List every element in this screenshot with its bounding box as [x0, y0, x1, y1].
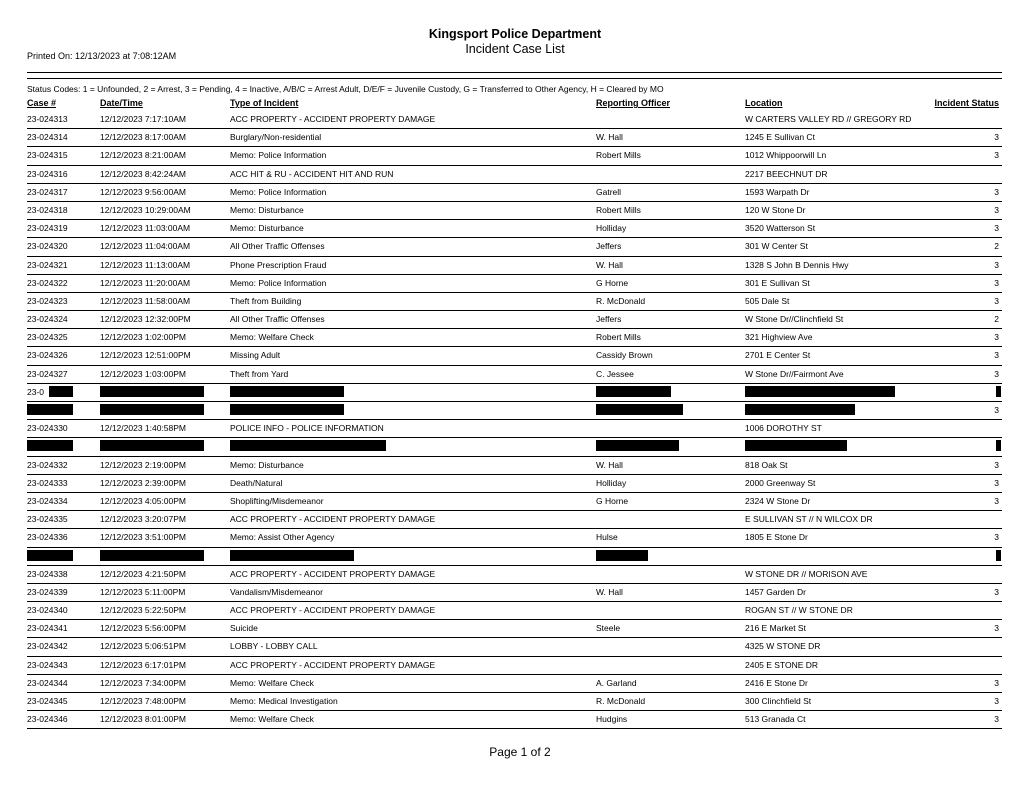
redaction-bar	[596, 404, 683, 415]
cell-type: Phone Prescription Fraud	[230, 259, 327, 270]
cell-location: 4325 W STONE DR	[745, 641, 821, 652]
cell-status: 3	[994, 623, 999, 634]
cell-case: 23-0	[27, 386, 45, 397]
table-row	[27, 220, 1002, 238]
cell-status: 3	[994, 332, 999, 343]
cell-status: 3	[994, 532, 999, 543]
cell-case: 23-024313	[27, 114, 68, 124]
column-header-date: Date/Time	[100, 98, 143, 108]
table-row	[27, 166, 1002, 184]
cell-case: 23-024315	[27, 150, 68, 161]
column-header-officer: Reporting Officer	[596, 98, 671, 108]
cell-officer: Robert Mills	[596, 150, 641, 161]
cell-type: Memo: Disturbance	[230, 223, 304, 234]
cell-type: Theft from Building	[230, 295, 302, 306]
cell-case: 23-024314	[27, 132, 68, 143]
cell-location: 505 Dale St	[745, 295, 790, 306]
table-row	[27, 657, 1002, 675]
cell-date: 12/12/2023 7:17:10AM	[100, 114, 187, 124]
cell-type: Memo: Disturbance	[230, 204, 304, 215]
cell-status: 3	[994, 186, 999, 197]
cell-case: 23-024346	[27, 714, 68, 725]
cell-officer: Gatrell	[596, 186, 622, 197]
table-row	[27, 257, 1002, 275]
cell-case: 23-024319	[27, 223, 68, 234]
cell-officer: Robert Mills	[596, 204, 641, 215]
cell-date: 12/12/2023 6:17:01PM	[100, 659, 187, 670]
table-row	[27, 493, 1002, 511]
cell-location: 1245 E Sullivan Ct	[745, 132, 815, 143]
cell-date: 12/12/2023 12:32:00PM	[100, 314, 191, 325]
cell-officer: G Horne	[596, 277, 629, 288]
cell-status: 3	[994, 677, 999, 688]
cell-date: 12/12/2023 2:19:00PM	[100, 459, 187, 470]
cell-date: 12/12/2023 7:48:00PM	[100, 696, 187, 706]
cell-location: 1328 S John B Dennis Hwy	[745, 259, 849, 270]
printed-on-timestamp: Printed On: 12/13/2023 at 7:08:12AM	[27, 51, 177, 61]
cell-date: 12/12/2023 2:39:00PM	[100, 477, 187, 488]
redaction-bar	[745, 386, 895, 397]
cell-date: 12/12/2023 3:51:00PM	[100, 532, 187, 543]
cell-case: 23-024324	[27, 314, 68, 325]
cell-status: 2	[994, 314, 999, 325]
table-row	[27, 347, 1002, 365]
cell-location: 1457 Garden Dr	[745, 586, 806, 597]
cell-date: 12/12/2023 8:42:24AM	[100, 168, 187, 179]
cell-case: 23-024336	[27, 532, 68, 543]
redaction-bar	[27, 440, 73, 451]
table-row	[27, 366, 1002, 384]
cell-officer: Hudgins	[596, 714, 628, 725]
cell-case: 23-024343	[27, 659, 68, 670]
cell-case: 23-024344	[27, 677, 68, 688]
cell-case: 23-024321	[27, 259, 68, 270]
cell-date: 12/12/2023 8:17:00AM	[100, 132, 187, 143]
cell-location: 321 Highview Ave	[745, 332, 813, 343]
cell-date: 12/12/2023 11:03:00AM	[100, 223, 191, 234]
cell-officer: R. McDonald	[596, 696, 646, 706]
redaction-bar	[100, 386, 204, 397]
cell-location: 300 Clinchfield St	[745, 696, 812, 706]
cell-case: 23-024341	[27, 623, 68, 634]
cell-location: 301 W Center St	[745, 241, 808, 252]
cell-type: Memo: Welfare Check	[230, 714, 314, 725]
cell-type: Shoplifting/Misdemeanor	[230, 495, 324, 506]
table-row	[27, 602, 1002, 620]
column-header-case: Case #	[27, 98, 57, 108]
cell-officer: W. Hall	[596, 586, 623, 597]
cell-type: ACC PROPERTY - ACCIDENT PROPERTY DAMAGE	[230, 605, 436, 616]
cell-location: 1012 Whippoorwill Ln	[745, 150, 827, 161]
cell-type: Memo: Welfare Check	[230, 332, 314, 343]
cell-case: 23-024330	[27, 423, 68, 434]
redaction-bar	[100, 404, 204, 415]
cell-type: Missing Adult	[230, 350, 281, 361]
cell-officer: Holliday	[596, 477, 627, 488]
table-row	[27, 511, 1002, 529]
cell-type: Memo: Medical Investigation	[230, 696, 338, 706]
redaction-bar	[596, 550, 648, 561]
redaction-bar	[230, 404, 344, 415]
redaction-bar	[745, 440, 847, 451]
cell-status: 3	[994, 459, 999, 470]
cell-date: 12/12/2023 7:34:00PM	[100, 677, 187, 688]
redaction-bar	[745, 404, 855, 415]
cell-case: 23-024326	[27, 350, 68, 361]
cell-officer: G Horne	[596, 495, 629, 506]
redaction-bar	[230, 386, 344, 397]
column-header-type: Type of Incident	[230, 98, 299, 108]
cell-type: Memo: Welfare Check	[230, 677, 314, 688]
table-row	[27, 184, 1002, 202]
page-number: Page 1 of 2	[489, 745, 551, 759]
header-rule-second	[27, 78, 1002, 79]
cell-location: W Stone Dr//Fairmont Ave	[745, 368, 844, 379]
table-row	[27, 147, 1002, 165]
cell-status: 3	[994, 259, 999, 270]
cell-case: 23-024317	[27, 186, 68, 197]
cell-case: 23-024322	[27, 277, 68, 288]
redaction-bar	[996, 440, 1001, 451]
table-row	[27, 529, 1002, 547]
cell-location: W STONE DR // MORISON AVE	[745, 568, 868, 579]
cell-location: 818 Oak St	[745, 459, 788, 470]
cell-location: W Stone Dr//Clinchfield St	[745, 314, 844, 325]
redaction-bar	[996, 386, 1001, 397]
cell-date: 12/12/2023 1:03:00PM	[100, 368, 187, 379]
cell-type: Memo: Disturbance	[230, 459, 304, 470]
cell-type: POLICE INFO - POLICE INFORMATION	[230, 423, 384, 434]
cell-type: Memo: Assist Other Agency	[230, 532, 335, 543]
department-title: Kingsport Police Department	[428, 27, 602, 41]
cell-date: 12/12/2023 11:13:00AM	[100, 259, 191, 270]
cell-status: 3	[994, 477, 999, 488]
cell-location: E SULLIVAN ST // N WILCOX DR	[745, 514, 873, 525]
column-header-location: Location	[745, 98, 783, 108]
report-title: Incident Case List	[465, 42, 565, 56]
redaction-bar	[596, 440, 679, 451]
cell-type: Memo: Police Information	[230, 186, 327, 197]
cell-case: 23-024342	[27, 641, 68, 652]
cell-officer: Cassidy Brown	[596, 350, 653, 361]
cell-type: Suicide	[230, 623, 258, 634]
cell-date: 12/12/2023 11:58:00AM	[100, 295, 191, 306]
redaction-bar	[996, 550, 1001, 561]
cell-type: Theft from Yard	[230, 368, 289, 379]
cell-date: 12/12/2023 4:21:50PM	[100, 568, 187, 579]
redaction-bar	[230, 440, 386, 451]
cell-date: 12/12/2023 3:20:07PM	[100, 514, 187, 525]
cell-status: 3	[994, 295, 999, 306]
cell-date: 12/12/2023 1:02:00PM	[100, 332, 187, 343]
cell-status: 3	[994, 277, 999, 288]
table-row	[27, 293, 1002, 311]
cell-type: Memo: Police Information	[230, 150, 327, 161]
table-row	[27, 457, 1002, 475]
cell-type: All Other Traffic Offenses	[230, 241, 325, 252]
cell-officer: W. Hall	[596, 459, 623, 470]
cell-date: 12/12/2023 11:04:00AM	[100, 241, 191, 252]
cell-status: 3	[994, 368, 999, 379]
cell-date: 12/12/2023 8:01:00PM	[100, 714, 187, 725]
cell-officer: W. Hall	[596, 259, 623, 270]
cell-location: 2324 W Stone Dr	[745, 495, 811, 506]
cell-officer: Hulse	[596, 532, 618, 543]
cell-officer: Steele	[596, 623, 621, 634]
cell-officer: Jeffers	[596, 314, 622, 325]
cell-date: 12/12/2023 8:21:00AM	[100, 150, 187, 161]
table-row	[27, 329, 1002, 347]
cell-status: 2	[994, 241, 999, 252]
cell-case: 23-024335	[27, 514, 68, 525]
cell-officer: Robert Mills	[596, 332, 641, 343]
redaction-bar	[27, 550, 73, 561]
cell-case: 23-024333	[27, 477, 68, 488]
cell-case: 23-024327	[27, 368, 68, 379]
cell-type: ACC PROPERTY - ACCIDENT PROPERTY DAMAGE	[230, 568, 436, 579]
cell-case: 23-024318	[27, 204, 68, 215]
cell-status: 3	[994, 350, 999, 361]
column-header-status: Incident Status	[934, 98, 999, 108]
table-row	[27, 566, 1002, 584]
cell-location: 1006 DOROTHY ST	[745, 423, 822, 434]
table-row	[27, 129, 1002, 147]
cell-date: 12/12/2023 4:05:00PM	[100, 495, 187, 506]
redaction-bar	[100, 440, 204, 451]
cell-officer: W. Hall	[596, 132, 623, 143]
cell-date: 12/12/2023 9:56:00AM	[100, 186, 187, 197]
cell-location: 301 E Sullivan St	[745, 277, 810, 288]
table-row	[27, 384, 1002, 402]
cell-status: 3	[994, 495, 999, 506]
cell-officer: R. McDonald	[596, 295, 646, 306]
cell-location: 1805 E Stone Dr	[745, 532, 808, 543]
redaction-bar	[596, 386, 671, 397]
table-row	[27, 402, 1002, 420]
cell-location: 3520 Watterson St	[745, 223, 816, 234]
cell-status: 3	[994, 696, 999, 706]
table-row	[27, 711, 1002, 729]
cell-location: 513 Granada Ct	[745, 714, 806, 725]
redaction-bar	[49, 386, 73, 397]
header-rule	[27, 72, 1002, 73]
cell-case: 23-024325	[27, 332, 68, 343]
cell-type: All Other Traffic Offenses	[230, 314, 325, 325]
table-row	[27, 202, 1002, 220]
cell-officer: Jeffers	[596, 241, 622, 252]
cell-case: 23-024340	[27, 605, 68, 616]
cell-status: 3	[994, 405, 999, 415]
cell-type: ACC PROPERTY - ACCIDENT PROPERTY DAMAGE	[230, 659, 436, 670]
table-row	[27, 475, 1002, 493]
cell-case: 23-024345	[27, 696, 68, 706]
cell-location: 1593 Warpath Dr	[745, 186, 810, 197]
cell-officer: C. Jessee	[596, 368, 634, 379]
table-row	[27, 420, 1002, 438]
cell-date: 12/12/2023 10:29:00AM	[100, 204, 191, 215]
status-codes-legend: Status Codes: 1 = Unfounded, 2 = Arrest, 3 = Pending, 4 = Inactive, A/B/C = Arrest Adult, D/E/F = Juvenile Custody, G = Transferred to Other Agency, H = Cleared by MO	[27, 84, 664, 94]
table-row	[27, 675, 1002, 693]
cell-case: 23-024332	[27, 459, 68, 470]
cell-type: ACC HIT & RU - ACCIDENT HIT AND RUN	[230, 168, 394, 179]
cell-location: 2416 E Stone Dr	[745, 677, 808, 688]
redaction-bar	[100, 550, 204, 561]
table-row	[27, 584, 1002, 602]
cell-date: 12/12/2023 12:51:00PM	[100, 350, 191, 361]
table-row	[27, 693, 1002, 711]
cell-type: LOBBY - LOBBY CALL	[230, 641, 318, 652]
cell-location: 2701 E Center St	[745, 350, 811, 361]
table-row	[27, 111, 1002, 129]
table-row	[27, 275, 1002, 293]
cell-case: 23-024334	[27, 495, 68, 506]
cell-officer: A. Garland	[596, 677, 637, 688]
cell-date: 12/12/2023 5:06:51PM	[100, 641, 187, 652]
redaction-bar	[27, 404, 73, 415]
cell-case: 23-024320	[27, 241, 68, 252]
cell-location: 120 W Stone Dr	[745, 204, 806, 215]
table-row	[27, 548, 1002, 566]
cell-case: 23-024316	[27, 168, 68, 179]
redaction-bar	[230, 550, 354, 561]
incident-table	[27, 111, 1002, 729]
cell-status: 3	[994, 586, 999, 597]
cell-date: 12/12/2023 5:56:00PM	[100, 623, 187, 634]
table-row	[27, 638, 1002, 656]
cell-type: Death/Natural	[230, 477, 283, 488]
cell-status: 3	[994, 150, 999, 161]
cell-date: 12/12/2023 1:40:58PM	[100, 423, 187, 434]
cell-officer: Holliday	[596, 223, 627, 234]
cell-type: Memo: Police Information	[230, 277, 327, 288]
cell-date: 12/12/2023 5:22:50PM	[100, 605, 187, 616]
table-row	[27, 311, 1002, 329]
table-row	[27, 438, 1002, 456]
cell-case: 23-024323	[27, 295, 68, 306]
table-row	[27, 620, 1002, 638]
cell-location: 2405 E STONE DR	[745, 659, 819, 670]
cell-location: 2217 BEECHNUT DR	[745, 168, 828, 179]
table-row	[27, 238, 1002, 256]
cell-case: 23-024338	[27, 568, 68, 579]
cell-type: ACC PROPERTY - ACCIDENT PROPERTY DAMAGE	[230, 514, 436, 525]
cell-location: ROGAN ST // W STONE DR	[745, 605, 853, 616]
cell-case: 23-024339	[27, 586, 68, 597]
cell-type: ACC PROPERTY - ACCIDENT PROPERTY DAMAGE	[230, 114, 436, 124]
cell-date: 12/12/2023 11:20:00AM	[100, 277, 191, 288]
cell-type: Vandalism/Misdemeanor	[230, 586, 323, 597]
cell-status: 3	[994, 132, 999, 143]
cell-location: 216 E Market St	[745, 623, 806, 634]
cell-location: 2000 Greenway St	[745, 477, 816, 488]
cell-status: 3	[994, 714, 999, 725]
cell-status: 3	[994, 204, 999, 215]
cell-date: 12/12/2023 5:11:00PM	[100, 586, 186, 597]
cell-type: Burglary/Non-residential	[230, 132, 322, 143]
cell-status: 3	[994, 223, 999, 234]
cell-location: W CARTERS VALLEY RD // GREGORY RD	[745, 114, 912, 124]
